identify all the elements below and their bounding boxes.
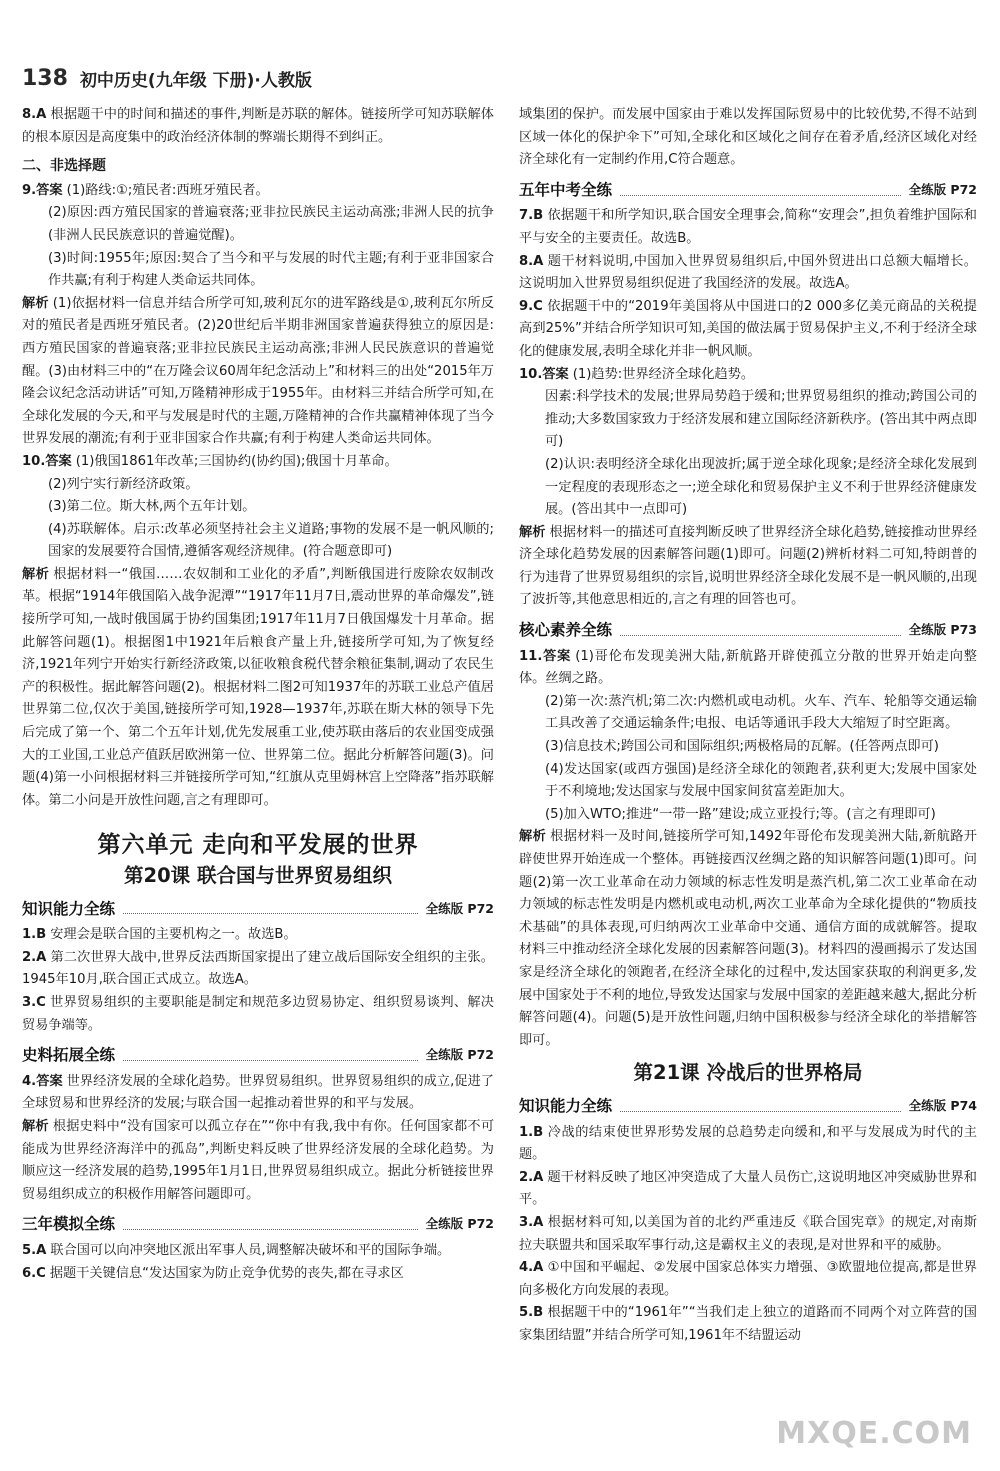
answer-8a-right: 8.A 题干材料说明,中国加入世界贸易组织后,中国外贸进出口总额大幅增长。这说明加入世界贸易组织促进了我国经济的发展。故选A。 [519, 253, 977, 292]
answer-2a: 2.A 第二次世界大战中,世界反法西斯国家提出了建立战后国际安全组织的主张。1945年10月,联合国正式成立。故选A。 [22, 949, 494, 988]
analysis-10-right: 解析 根据材料一的描述可直接判断反映了世界经济全球化趋势,链接推动世界经济全球化趋势发展的因素解答问题(1)即可。问题(2)辨析材料二可知,特朗普的行为违背了世界贸易组织的宗旨,说明世界经济全球化发展不是一帆风顺的,出现了波折等,其他意思相近的,言之有理的回答也可。 [519, 524, 977, 608]
answer-3c: 3.C 世界贸易组织的主要职能是制定和规范多边贸易协定、组织贸易谈判、解决贸易争端等。 [22, 994, 494, 1033]
section-bar-wunian: 五年中考全练 全练版 P72 [519, 180, 977, 199]
answer-21-4a: 4.A ①中国和平崛起、②发展中国家总体实力增强、③欧盟地位提高,都是世界向多极化方向发展的表现。 [519, 1260, 977, 1298]
answer-10-part4: (4)苏联解体。启示:改革必须坚持社会主义道路;事物的发展不是一帆风顺的;国家的发展要符合国情,遵循客观经济规律。(符合题意即可) [48, 521, 494, 560]
answer-9: 9.答案 (1)路线:①;殖民者:西班牙殖民者。 [22, 182, 269, 198]
answer-21-5b: 5.B 根据题干中的“1961年”“当我们走上独立的道路而不同两个对立阵营的国家集团结盟”并结合所学可知,1961年不结盟运动 [519, 1305, 977, 1343]
answer-4: 4.答案 世界经济发展的全球化趋势。世界贸易组织。世界贸易组织的成立,促进了全球贸易和世界经济的发展;与联合国一起推动着世界的和平与发展。 [22, 1073, 494, 1112]
book-title: 初中历史(九年级 下册)·人教版 [79, 70, 312, 91]
answer-8a: 8.A 根据题干中的时间和描述的事件,判断是苏联的解体。链接所学可知苏联解体的根本原因是高度集中的政治经济体制的弊端长期得不到纠正。 [22, 107, 494, 145]
answer-9-part2: (2)原因:西方殖民国家的普遍衰落;亚非拉民族民主运动高涨;非洲人民的抗争(非洲人民民族意识的普遍觉醒)。 [48, 205, 494, 243]
lesson-21-title: 第21课 冷战后的世界格局 [633, 1061, 863, 1085]
analysis-4: 解析 根据史料中“没有国家可以孤立存在”“你中有我,我中有你。任何国家都不可能成为世界经济海洋中的孤岛”,判断史料反映了世界经济发展的全球化趋势。为顺应这一经济发展的趋势,1995年1月1日,世界贸易组织成立。据此分析链接世界贸易组织成立的积极作用解答问题即可。 [22, 1118, 495, 1202]
answer-21-3a: 3.A 根据材料可知,以美国为首的北约严重违反《联合国宪章》的规定,对南斯拉夫联盟共和国采取军事行动,这是霸权主义的表现,是对世界和平的威胁。 [519, 1214, 977, 1253]
page-header [22, 58, 312, 98]
answer-6c-continued: 域集团的保护。而发展中国家由于难以发挥国际贸易中的比较优势,不得不站到区域一体化的保护伞下”可知,全球化和区域化之间存在着矛盾,经济区域化对经济全球化有一定制约作用,C符合题意。 [519, 107, 977, 168]
answer-21-1b: 1.B 冷战的结束使世界形势发展的总趋势走向缓和,和平与发展成为时代的主题。 [519, 1124, 977, 1163]
answer-5a: 5.A 联合国可以向冲突地区派出军事人员,调整解决破坏和平的国际争端。 [22, 1242, 451, 1258]
answer-11-part4: (4)发达国家(或西方强国)是经济全球化的领跑者,获利更大;发展中国家处于不利境地;发达国家与发展中国家间贫富差距加大。 [545, 761, 977, 800]
page-number: 138 [22, 65, 68, 91]
answer-1b: 1.B 安理会是联合国的主要机构之一。故选B。 [22, 927, 297, 943]
answer-10-right: 10.答案 (1)趋势:世界经济全球化趋势。 [519, 366, 755, 382]
left-column [22, 104, 494, 1285]
section-bar-hexin: 核心素养全练 全练版 P73 [519, 621, 977, 640]
answer-10: 10.答案 (1)俄国1861年改革;三国协约(协约国);俄国十月革命。 [22, 453, 398, 469]
site-watermark: MXQE.COM [776, 1416, 972, 1451]
section-bar-sannian: 三年模拟全练 全练版 P72 [22, 1215, 494, 1234]
answer-11: 11.答案 (1)哥伦布发现美洲大陆,新航路开辟使孤立分散的世界开始走向整体。丝绸之路。 [519, 648, 977, 687]
analysis-11: 解析 根据材料一及时间,链接所学可知,1492年哥伦布发现美洲大陆,新航路开辟使世界开始连成一个整体。再链接西汉丝绸之路的知识解答问题(1)即可。问题(2)第一次工业革命在动力领域的标志性发明是蒸汽机,第二次工业革命在动力领域的标志性发明是内燃机或电动机,两次工业革命为全球化提供的“物质技术基础”的具体表现,可归纳两次工业革命中交通、通信方面的成就解答。提取材料三中推动经济全球化发展的因素解答问题(3)。材料四的漫画揭示了发达国家是经济全球化的领跑者,在经济全球化的过程中,发达国家获取的利润更多,发展中国家处于不利的地位,导致发达国家与发展中国家的差距越来越大,据此分析解答问题(4)。问题(5)是开放性问题,归纳中国积极参与经济全球化的举措解答即可。 [519, 829, 977, 1048]
answer-10-part2: (2)列宁实行新经济政策。 [48, 476, 199, 492]
answer-11-part5: (5)加入WTO;推进“一带一路”建设;成立亚投行;等。(言之有理即可) [545, 806, 936, 822]
answer-6c: 6.C 据题干关键信息“发达国家为防止竞争优势的丧失,都在寻求区 [22, 1265, 404, 1281]
section-bar-zhishi-21: 知识能力全练 全练版 P74 [519, 1096, 977, 1115]
analysis-9: 解析 (1)依据材料一信息并结合所学可知,玻利瓦尔的进军路线是①,玻利瓦尔所反对的殖民者是西班牙殖民者。(2)20世纪后半期非洲国家普遍获得独立的原因是:西方殖民国家的普遍衰落;亚非拉民族民主运动高涨;非洲人民民族意识的普遍觉醒。(3)由材料三中的“在万隆会议60周年纪念活动上”和材料三的出处“2015年万隆会议纪念活动讲话”可知,万隆精神形成于1955年。由材料三并结合所学可知,在全球化发展的今天,和平与发展是时代的主题,万隆精神的合作共赢精神体现了当今世界发展的潮流;有利于亚非国家合作共赢;有利于构建人类命运共同体。 [22, 295, 494, 447]
answer-21-2a: 2.A 题干材料反映了地区冲突造成了大量人员伤亡,这说明地区冲突威胁世界和平。 [519, 1169, 977, 1208]
analysis-10: 解析 根据材料一“俄国……农奴制和工业化的矛盾”,判断俄国进行废除农奴制改革。根据“1914年俄国陷入战争泥潭”“1917年11月7日,震动世界的革命爆发”,链接所学可知,一战时俄国属于协约国集团;1917年11月7日俄国爆发十月革命。据此解答问题(1)。根据图1中1921年后粮食产量上升,链接所学可知,为了恢复经济,1921年列宁开始实行新经济政策,以征收粮食税代替余粮征集制,调动了农民生产的积极性。据此解答问题(2)。根据材料二图2可知1937年的苏联工业总产值居世界第二位,仅次于美国,链接所学可知,1928—1937年,苏联在斯大林的领导下先后完成了第一个、第二个五年计划,优先发展重工业,使苏联由落后的农业国变成强大的工业国,工业总产值跃居欧洲第一位、世界第二位。据此分析解答问题(3)。问题(4)第一小问根据材料三并链接所学可知,“红旗从克里姆林宫上空降落”指苏联解体。第二小问是开放性问题,言之有理即可。 [22, 566, 494, 808]
answer-7b: 7.B 依据题干和所学知识,联合国安全理事会,简称“安理会”,担负着维护国际和平与安全的主要责任。故选B。 [519, 208, 977, 246]
answer-9c: 9.C 依据题干中的“2019年美国将从中国进口的2 000多亿美元商品的关税提高到25%”并结合所学知识可知,美国的做法属于贸易保护主义,不利于经济全球化的健康发展,表明全球化并非一帆风顺。 [519, 298, 977, 359]
unit-title: 第六单元 走向和平发展的世界 [97, 832, 419, 859]
section-heading-nonchoice: 二、非选择题 [22, 158, 106, 175]
answer-10-part2-right: (2)认识:表明经济全球化出现波折;属于逆全球化现象;是经济全球化发展到一定程度的表现形态之一;逆全球化和贸易保护主义不利于世界经济健康发展。(答出其中一点即可) [545, 456, 977, 518]
answer-11-part2: (2)第一次:蒸汽机;第二次:内燃机或电动机。火车、汽车、轮船等交通运输工具改善了交通运输条件;电报、电话等通讯手段大大缩短了时空距离。 [545, 693, 977, 732]
answer-10-factors: 因素:科学技术的发展;世界局势趋于缓和;世界贸易组织的推动;跨国公司的推动;大多数国家致力于经济发展和建立国际经济新秩序。(答出其中两点即可) [545, 389, 977, 450]
answer-10-part3: (3)第二位。斯大林,两个五年计划。 [48, 499, 256, 515]
answer-11-part3: (3)信息技术;跨国公司和国际组织;两极格局的瓦解。(任答两点即可) [545, 739, 939, 755]
lesson-20-title: 第20课 联合国与世界贸易组织 [124, 864, 392, 887]
section-bar-zhishi: 知识能力全练 全练版 P72 [22, 899, 494, 918]
answer-9-part3: (3)时间:1955年;原因:契合了当今和平与发展的时代主题;有利于亚非国家合作共赢;有利于构建人类命运共同体。 [48, 250, 494, 289]
section-bar-shiliao: 史料拓展全练 全练版 P72 [22, 1046, 494, 1065]
right-column [519, 104, 977, 1347]
